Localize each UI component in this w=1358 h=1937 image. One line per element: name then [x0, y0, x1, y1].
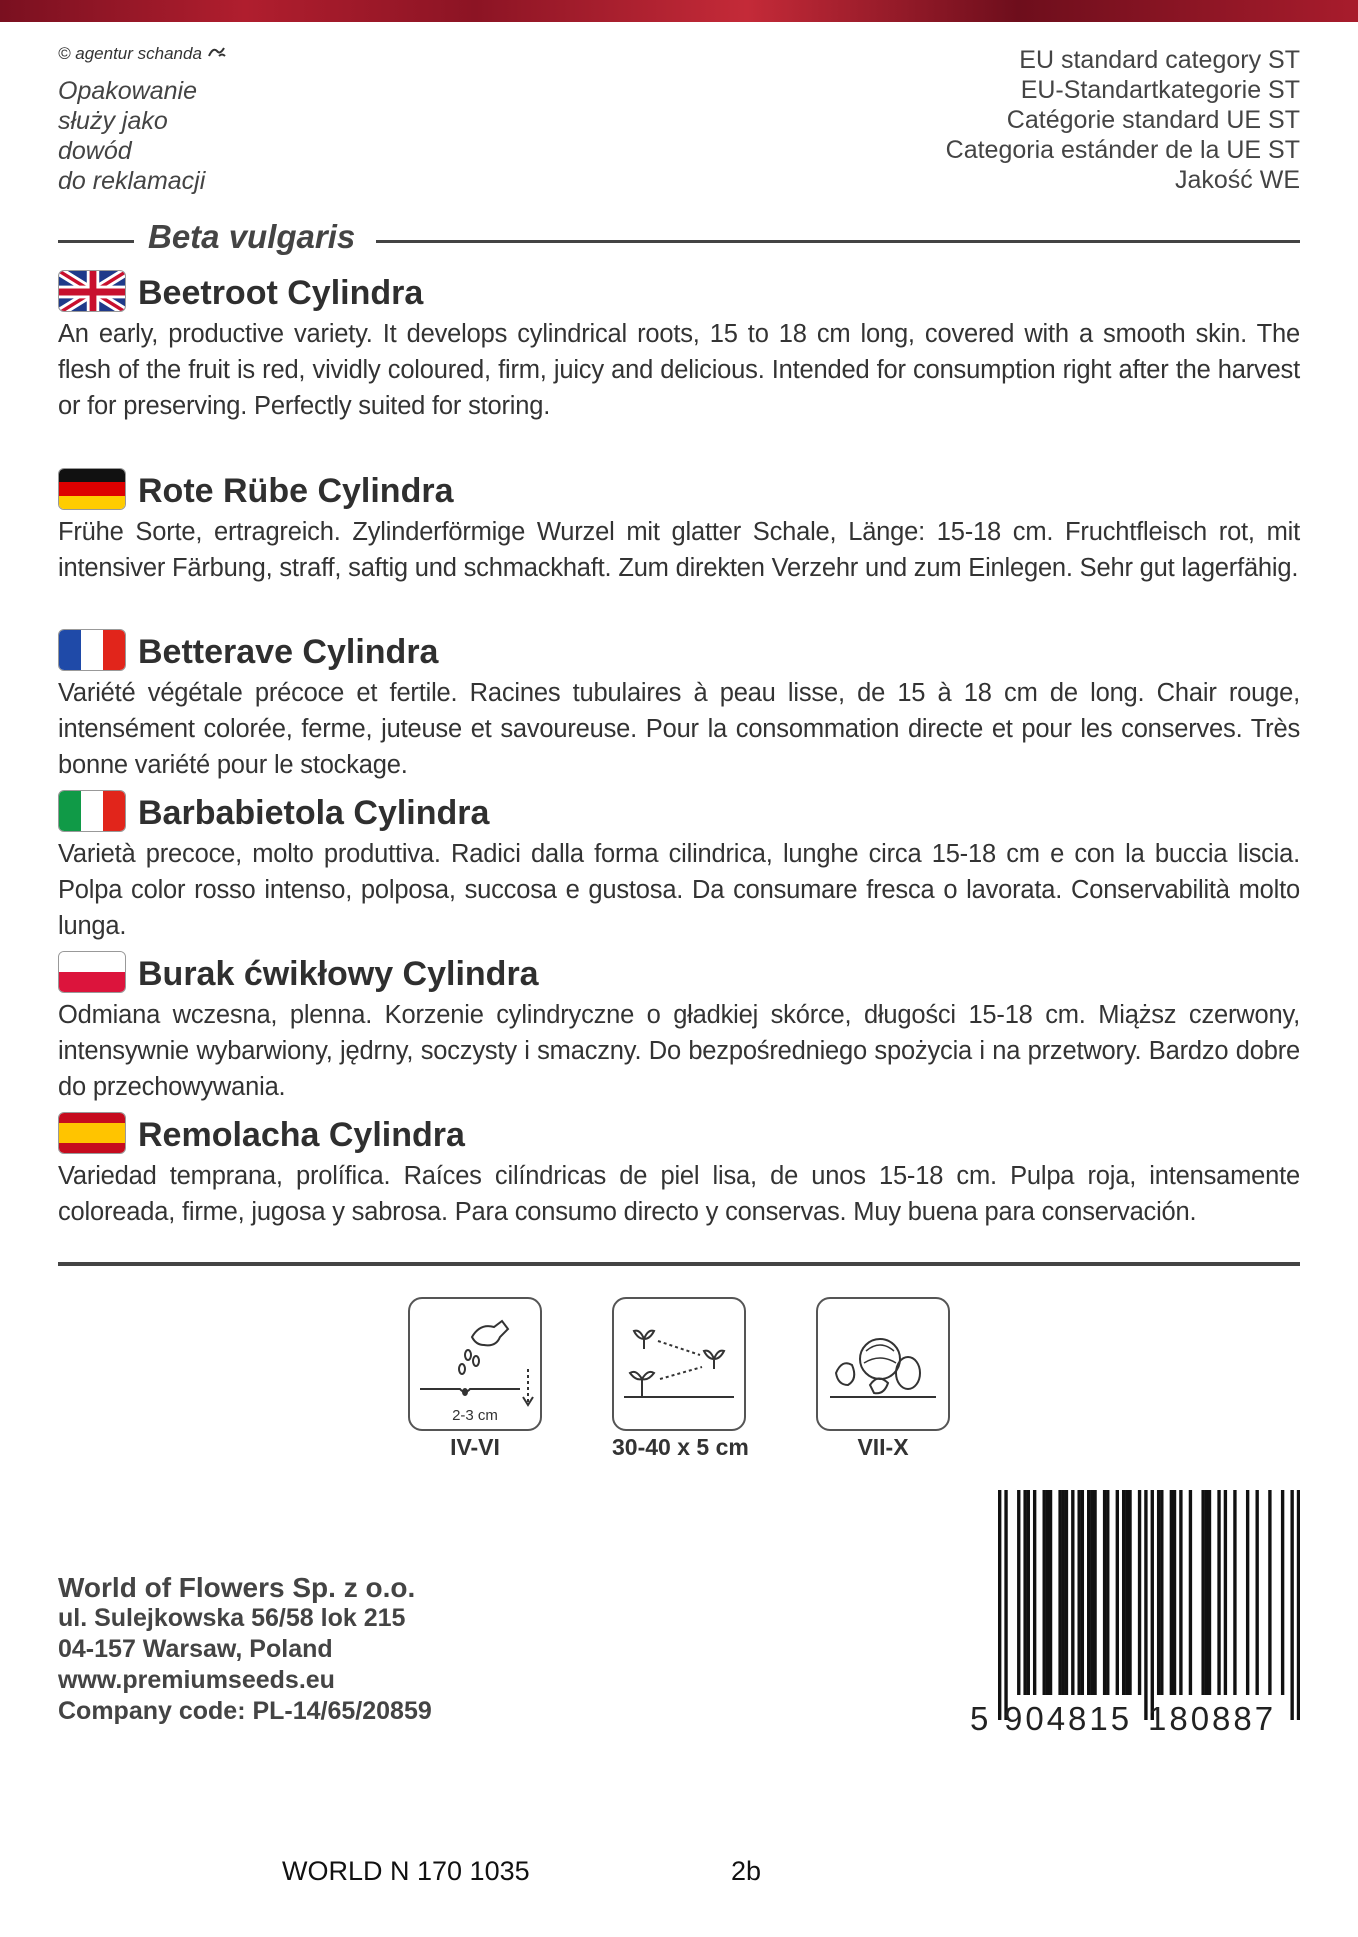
top-photo-band [0, 0, 1358, 22]
complaint-note-line: dowód [58, 137, 132, 165]
harvest-time-label: VII-X [857, 1434, 909, 1460]
sowing-depth-label: 2-3 cm [452, 1407, 498, 1424]
barcode-bar [1081, 1490, 1084, 1695]
barcode-bar [1160, 1490, 1163, 1695]
barcode-bar [1116, 1490, 1119, 1695]
section-german [58, 468, 1300, 586]
barcode-bar [1093, 1490, 1096, 1695]
germany-flag-icon [58, 468, 126, 510]
barcode-bar [1290, 1490, 1293, 1720]
section-title: Burak ćwikłowy Cylindra [138, 955, 539, 993]
eu-category-line: Jakość WE [1174, 166, 1300, 194]
barcode-bar [1043, 1490, 1046, 1695]
barcode-bar [1071, 1490, 1074, 1695]
company-street: ul. Sulejkowska 56/58 lok 215 [58, 1604, 406, 1632]
barcode-bar [1004, 1490, 1007, 1720]
france-flag-icon [58, 629, 126, 671]
barcode-bar [1151, 1490, 1154, 1720]
barcode-bar [1233, 1490, 1236, 1695]
complaint-note-line: do reklamacji [58, 167, 206, 195]
section-body: Variété végétale précoce et fertile. Racines tubulaires à peau lisse, de 15 à 18 cm de long. Chair rouge, intensément colorée, ferme, juteuse et savoureuse. Pour la consommation directe et pour les conserves. Très bonne variété pour le stockage. [58, 679, 1300, 779]
barcode-bar [1062, 1490, 1065, 1695]
complaint-note-line: służy jako [58, 107, 168, 135]
barcode-right-digits: 180887 [1148, 1700, 1277, 1737]
section-italian [58, 790, 1300, 944]
species-rule-left [58, 240, 134, 243]
company-website: www.premiumseeds.eu [58, 1666, 335, 1694]
barcode-bar [1173, 1490, 1176, 1695]
section-body: Frühe Sorte, ertragreich. Zylinderförmige Wurzel mit glatter Schale, Länge: 15-18 cm. Fruchtfleisch rot, mit intensiver Färbung, straff, saftig und schmackhaft. Zum direkten Verzehr und zum Einlegen. Sehr gut lagerfähig. [58, 518, 1300, 582]
section-body: Variedad temprana, prolífica. Raíces cilíndricas de piel lisa, de unos 15-18 cm. Pulpa roja, intensamente coloreada, firme, jugosa y sabrosa. Para consumo directo y conservas. Muy buena para conservación. [58, 1162, 1300, 1226]
barcode-bar [1144, 1490, 1147, 1720]
product-code: WORLD N 170 1035 [282, 1856, 530, 1886]
barcode-bar [1170, 1490, 1173, 1695]
uk-flag-icon [58, 270, 126, 312]
section-english [58, 270, 1300, 424]
eu-category-line: EU-Standartkategorie ST [1020, 76, 1300, 104]
poland-flag-icon [58, 951, 126, 993]
spacing-icon [612, 1297, 746, 1431]
section-title: Beetroot Cylindra [138, 274, 424, 312]
company-address [58, 1572, 432, 1727]
barcode-bar [1027, 1490, 1030, 1695]
barcode-bar [1122, 1490, 1125, 1695]
barcode-bar [1128, 1490, 1131, 1695]
eu-category-line: EU standard category ST [1019, 46, 1300, 74]
section-polish [58, 951, 1300, 1105]
barcode-bar [1138, 1490, 1141, 1695]
version-code: 2b [731, 1856, 762, 1886]
barcode-bar [1157, 1490, 1160, 1695]
barcode-bar [1179, 1490, 1182, 1695]
barcode-bar [1125, 1490, 1128, 1695]
eu-category-line: Catégorie standard UE ST [1006, 106, 1300, 134]
harvest-icon [816, 1297, 950, 1431]
spacing-label: 30-40 x 5 cm [612, 1434, 749, 1460]
barcode-bar [1017, 1490, 1020, 1695]
section-divider [58, 1262, 1300, 1266]
barcode-bar [1217, 1490, 1220, 1695]
barcode-bar [1205, 1490, 1208, 1695]
company-name: World of Flowers Sp. z o.o. [58, 1572, 416, 1603]
company-code: Company code: PL-14/65/20859 [58, 1697, 432, 1725]
section-body: Varietà precoce, molto produttiva. Radici dalla forma cilindrica, lunghe circa 15-18 cm e con la buccia liscia. Polpa color rosso intenso, polposa, succosa e gustosa. Da consumare fresca o lavorata. Conservabilità molto lunga. [58, 840, 1300, 940]
barcode [998, 1490, 1300, 1720]
barcode-bar [1224, 1490, 1227, 1695]
section-body: Odmiana wczesna, plenna. Korzenie cylindryczne o gładkiej skórce, długości 15-18 cm. Miąższ czerwony, intensywnie wybarwiony, jędrny, soczysty i smaczny. Do bezpośredniego spożycia i na przetwory. Bardzo dobre do przechowywania. [58, 1001, 1300, 1101]
section-title: Barbabietola Cylindra [138, 794, 490, 832]
section-spanish [58, 1112, 1300, 1230]
section-title: Remolacha Cylindra [138, 1116, 465, 1154]
barcode-bar [1046, 1490, 1049, 1695]
section-title: Betterave Cylindra [138, 633, 439, 671]
barcode-bar [1189, 1490, 1192, 1695]
copyright-note: © agentur schanda [58, 44, 227, 64]
barcode-bar [1281, 1490, 1284, 1695]
italy-flag-icon [58, 790, 126, 832]
barcode-bar [1268, 1490, 1271, 1695]
barcode-bar [1090, 1490, 1093, 1695]
barcode-bar [1255, 1490, 1258, 1695]
barcode-bar [1246, 1490, 1249, 1695]
species-rule-right [376, 240, 1300, 243]
barcode-bar [1208, 1490, 1211, 1695]
spain-flag-icon [58, 1112, 126, 1154]
species-name: Beta vulgaris [148, 218, 356, 255]
barcode-first-digit: 5 [970, 1700, 989, 1737]
barcode-bar [1077, 1490, 1080, 1695]
barcode-bar [1201, 1490, 1204, 1695]
sowing-time-label: IV-VI [450, 1434, 500, 1460]
barcode-bar [1087, 1490, 1090, 1695]
section-body: An early, productive variety. It develops cylindrical roots, 15 to 18 cm long, covered with a smooth skin. The flesh of the fruit is red, vividly coloured, firm, juicy and delicious. Intended for consumption right after the harvest or for preserving. Perfectly suited for storing. [58, 320, 1300, 420]
barcode-bar [1103, 1490, 1106, 1695]
barcode-bar [1033, 1490, 1036, 1695]
agency-logo-icon [207, 45, 227, 59]
barcode-bar [1065, 1490, 1068, 1695]
barcode-left-digits: 904815 [1004, 1700, 1133, 1737]
complaint-note-line: Opakowanie [58, 77, 197, 105]
section-title: Rote Rübe Cylindra [138, 472, 454, 510]
barcode-bar [1023, 1490, 1026, 1695]
eu-category-line: Categoria estánder de la UE ST [945, 136, 1300, 164]
barcode-bar [1106, 1490, 1109, 1695]
barcode-bar [1049, 1490, 1052, 1695]
complaint-note [58, 76, 205, 196]
eu-category-list [946, 45, 1300, 195]
company-city: 04-157 Warsaw, Poland [58, 1635, 333, 1663]
species-heading [58, 218, 1300, 262]
barcode-bar [1297, 1490, 1300, 1720]
section-french [58, 629, 1300, 783]
barcode-bar [998, 1490, 1001, 1720]
barcode-bar [1058, 1490, 1061, 1695]
